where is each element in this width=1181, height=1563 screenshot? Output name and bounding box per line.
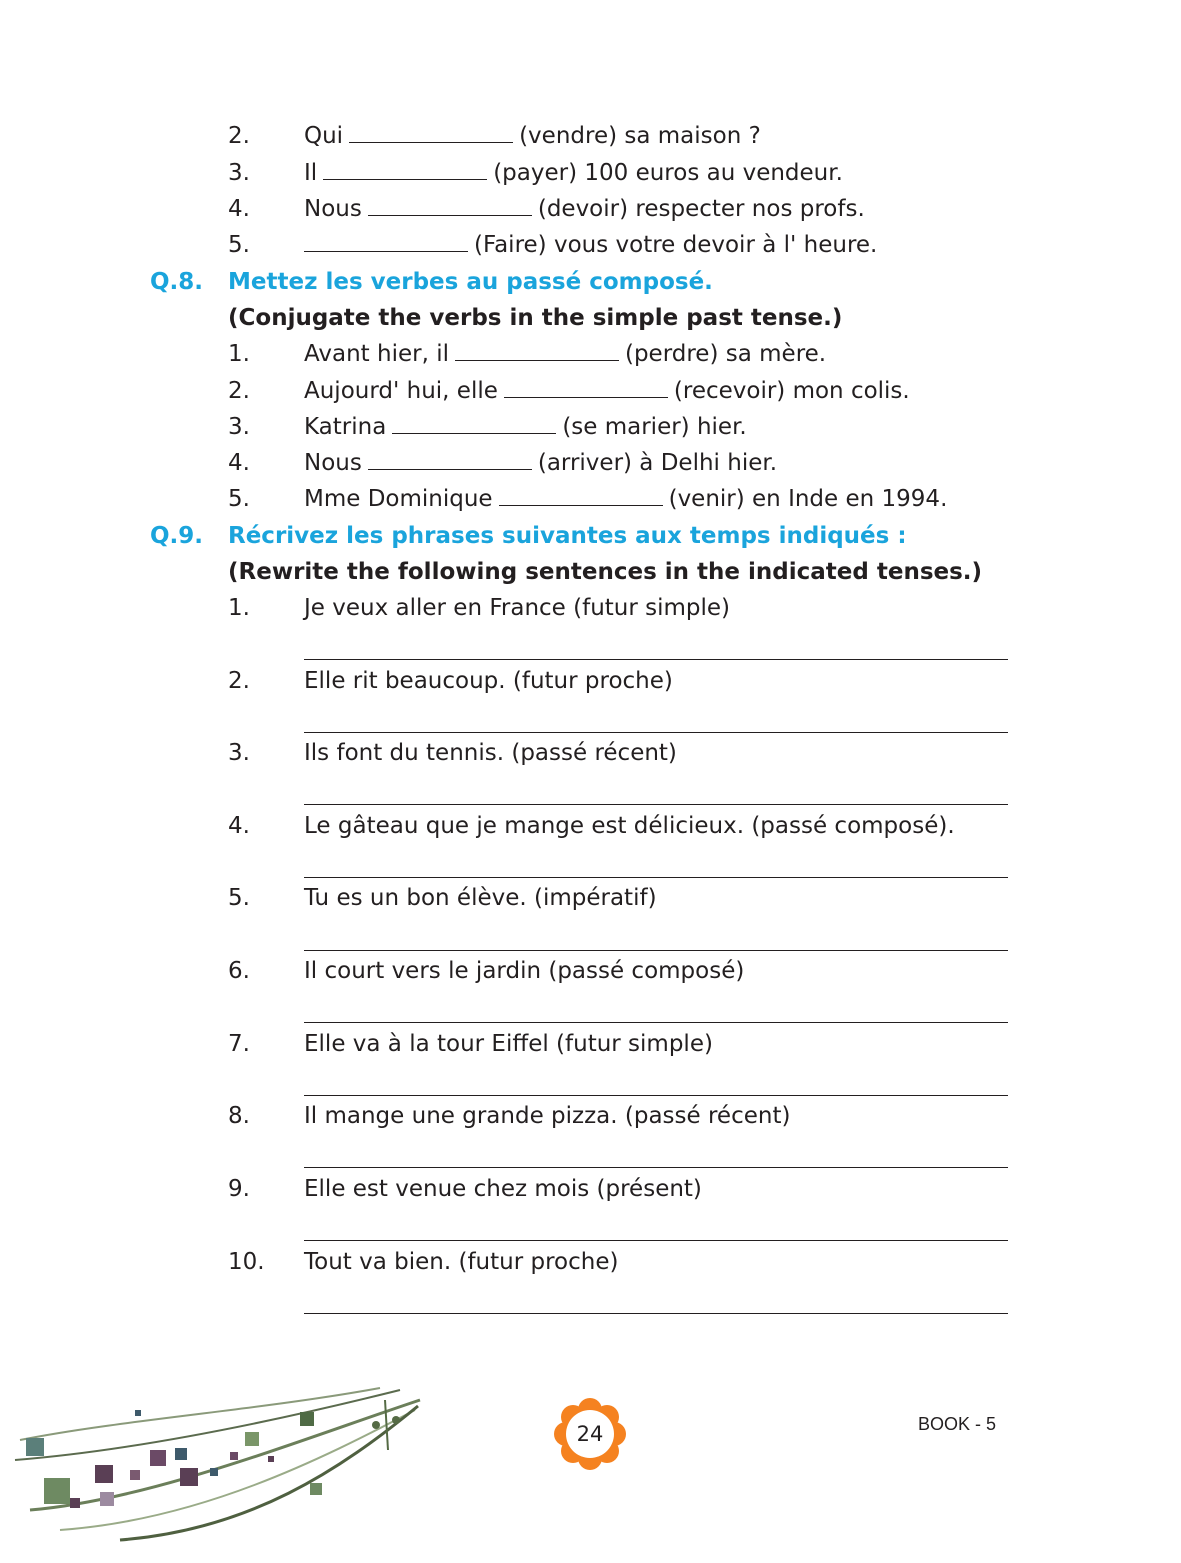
decorative-swirl	[0, 1380, 440, 1563]
q8-subtitle: (Conjugate the verbs in the simple past tense.)	[228, 305, 843, 331]
answer-line[interactable]	[304, 950, 1008, 951]
answer-line[interactable]	[304, 1022, 1008, 1023]
page-number: 24	[576, 1422, 604, 1446]
fill-blank[interactable]	[392, 413, 556, 434]
answer-line[interactable]	[304, 877, 1008, 878]
fill-blank[interactable]	[368, 449, 532, 470]
fill-blank[interactable]	[455, 340, 619, 361]
fill-blank[interactable]	[323, 159, 487, 180]
fill-blank[interactable]	[499, 485, 663, 506]
book-label: BOOK - 5	[918, 1414, 997, 1434]
answer-line[interactable]	[304, 1167, 1008, 1168]
q9-subtitle: (Rewrite the following sentences in the indicated tenses.)	[228, 559, 983, 585]
answer-line[interactable]	[304, 1313, 1008, 1314]
fill-blank[interactable]	[504, 377, 668, 398]
answer-line[interactable]	[304, 1095, 1008, 1096]
answer-line[interactable]	[304, 1240, 1008, 1241]
answer-line[interactable]	[304, 804, 1008, 805]
fill-blank[interactable]	[349, 122, 513, 143]
fill-blank[interactable]	[368, 195, 532, 216]
answer-line[interactable]	[304, 659, 1008, 660]
answer-line[interactable]	[304, 732, 1008, 733]
fill-blank[interactable]	[304, 231, 468, 252]
